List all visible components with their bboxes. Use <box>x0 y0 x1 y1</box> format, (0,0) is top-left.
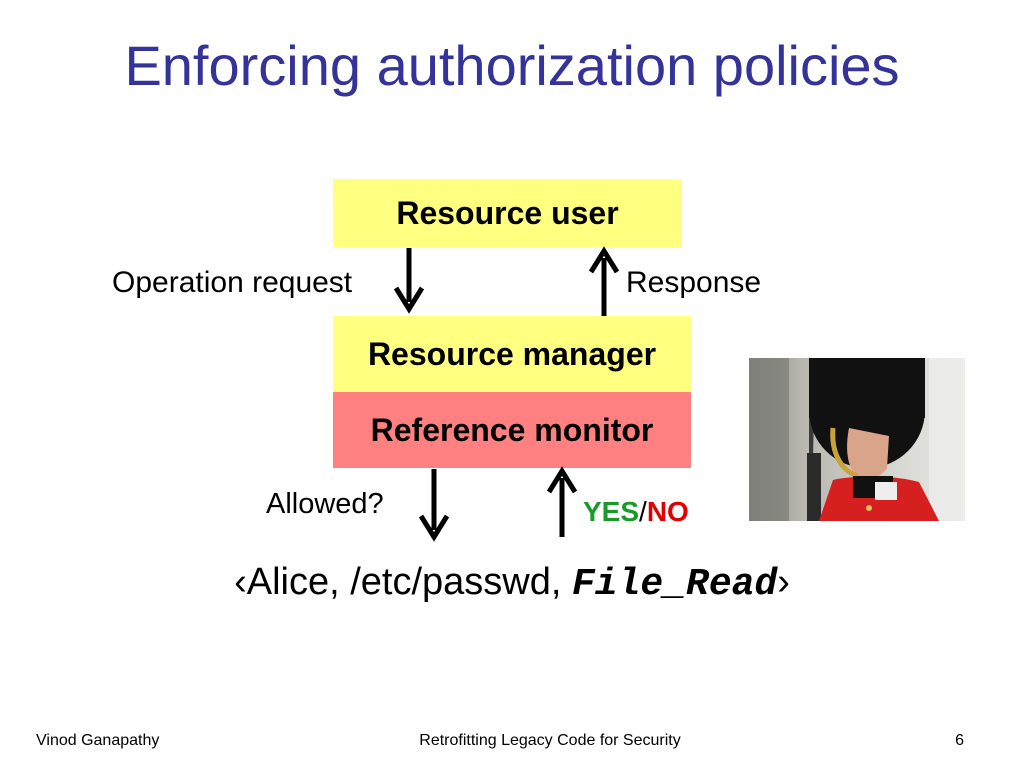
tuple-open: ‹ <box>234 561 247 603</box>
access-tuple <box>0 563 1024 604</box>
allowed-label: Allowed? <box>266 488 384 520</box>
arrow-up-response <box>591 251 617 316</box>
answer-yes: YES <box>583 496 640 527</box>
footer-page-number: 6 <box>955 732 964 749</box>
guard-photo <box>749 358 965 521</box>
tuple-close: › <box>777 561 790 603</box>
footer-title: Retrofitting Legacy Code for Security <box>419 732 681 749</box>
arrow-up-answer <box>549 471 575 537</box>
yes-no-answer <box>583 498 689 526</box>
answer-no: NO <box>646 496 689 527</box>
tuple-operation: File_Read <box>572 563 778 606</box>
resource-manager-label: Resource manager <box>367 335 657 372</box>
arrow-down-allowed <box>421 469 447 537</box>
tuple-subject-object: Alice, /etc/passwd, <box>246 561 572 603</box>
slide-title: Enforcing authorization policies <box>124 34 900 97</box>
reference-monitor-label: Reference monitor <box>370 411 654 448</box>
resource-user-label: Resource user <box>396 194 619 231</box>
answer-separator: / <box>639 496 647 527</box>
response-label: Response <box>626 266 762 299</box>
operation-request-label: Operation request <box>112 266 353 299</box>
arrow-down-request <box>396 248 422 309</box>
footer-author: Vinod Ganapathy <box>36 732 160 749</box>
